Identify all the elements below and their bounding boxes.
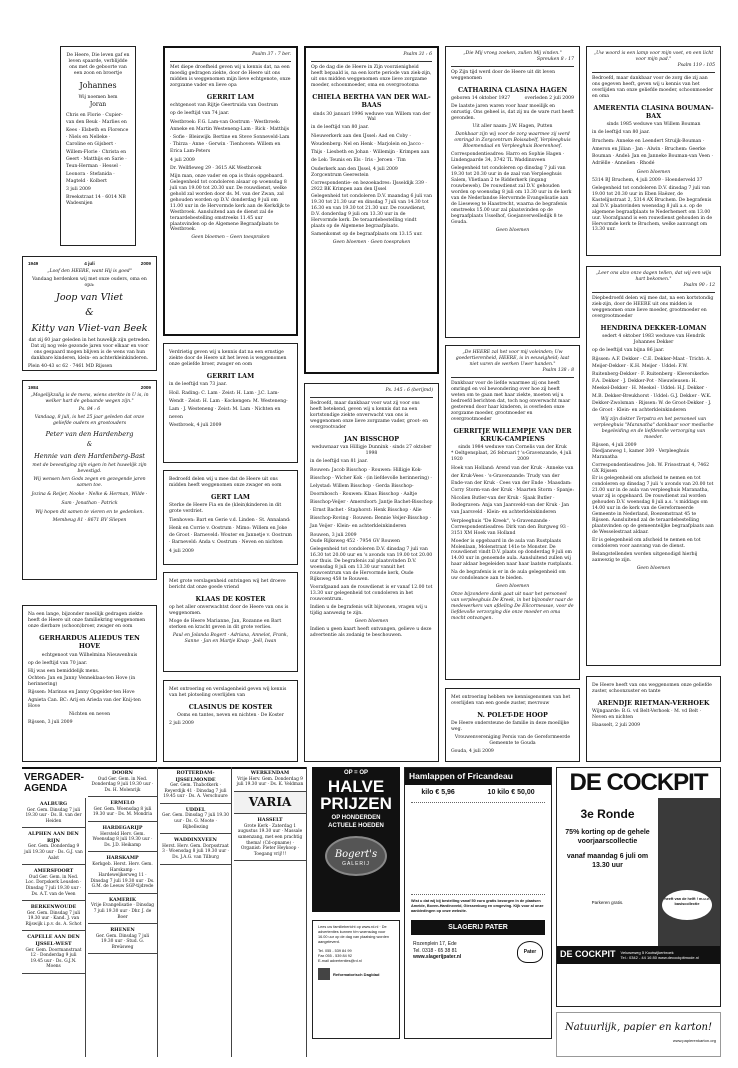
- lam-flowers: Geen bloemen – Geen toespraken: [191, 235, 270, 241]
- loman-corr: Correspondentieadres: Joh. W. Frisostraat 4, 7462 GX Rijssen: [592, 462, 710, 474]
- kruk-sub: sinds 1984 weduwe van Cornelis van der Kruk: [458, 445, 567, 451]
- bouman-closing: Gelegenheid tot condoleren D.V. dinsdag 7 juli van 19.00 tot 20.30 uur in Eben Haëzer, de Kastelijnstraat 2, 5314 AX Bruchem. De begrafenis zal D.V. plaatsvinden woensdag 8 juli a.s. op de algemene begraafplaats te Nederhemert om 13.00 uur. Voorafgaand is een rouwdienst gehouden in de Hervormde kerk te Bruchem, welke aanvangt om 13.30 uur.: [592, 185, 713, 233]
- pig-logo-icon: [517, 941, 543, 963]
- papier-slogan: Natuurlijk, papier en karton!: [565, 1022, 712, 1033]
- bouman-text: Bedroefd, maar dankbaar voor de zorg die zij aan ons gegeven heeft, geven wij u kennis van het overlijden van onze geliefde moeder, schoonmoeder en oma: [592, 75, 714, 99]
- agenda-item-head: RHENEN: [110, 927, 135, 934]
- bisschop-text: Bedroefd, maar dankbaar voor wat zij voor ons heeft betekend, geven wij u kennis dat na een kortstondige ziekte onverwacht van ons is weggenomen onze lieve zorgzame vader, groot- en overgrootvader: [310, 400, 429, 430]
- agenda-item-head: BERKENWOUDE: [30, 904, 77, 911]
- wal-fam: Nieuwerkerk aan den IJssel: Aad en Coby · Woudenberg: Nel en Henk · Marjolein en Jacco · Thijs · Liesbeth en Johan · Willemijn · Krimpen aan de Lek: Teunis en Els · Iris · Jeroen · Tim: [311, 134, 430, 163]
- bouman-ref2: Psalm 119 : 105: [677, 62, 715, 68]
- cockpit-badge-text: heeft van de helft ! m.u.v. basiscollectie: [664, 897, 710, 906]
- anniv-amp: &: [86, 441, 93, 449]
- wal-address: Zorgcentrum Geerestein: [311, 172, 369, 178]
- bisschop-text3: Indien u de begrafenis wilt bijwonen, vragen wij u tijdig aanwezig te zijn.: [310, 604, 428, 616]
- agenda-item-body: Ger. Gem. Dinsdag 7 juli 19.30 uur · Kand. J. van Rijswijk i.p.v. ds. A. Schot: [25, 910, 82, 927]
- wal-corr: Correspondentie- en bezoekadres: IJsseldijk 339 · 2922 BK Krimpen aan den IJssel: [311, 180, 427, 192]
- bouman-ref: „Uw woord is een lamp voor mijn voet, en een licht voor mijn pad.": [593, 51, 714, 62]
- agenda-item-body: Vrije Herv. Gem. Donderdag 9 juli 19.30 uur · Ds. K. Veldman: [236, 776, 304, 788]
- death-bouman-bax: [586, 46, 721, 256]
- ad-rd-notice: [312, 920, 400, 1039]
- polet-date: Gouda, 4 juli 2009: [451, 749, 494, 755]
- tenhove-fam4: Nichten en neven: [68, 712, 111, 718]
- cockpit-badge: [662, 890, 712, 920]
- kruk-closing: Moeder is opgebaard in de aula van Rustplaats Molenlaan, Molenstraat 141e te Monster. De rouwdienst vindt D.V. plaats op donderdag 9 juli om 14.00 uur in genoemde aula. Aansluitend zullen wij haar aldaar begeleiden naar haar laatste rustplaats.: [451, 538, 573, 568]
- agenda-col-1: [22, 798, 86, 1057]
- notice-tel: Tel. 055 - 539 84 99: [318, 948, 352, 953]
- koster-fam: Paul en Jolanda Bogert · Adriana, Annelot, Frank, Sanne · Jan en Martje Knap · Joël, Iwan: [172, 633, 289, 645]
- agenda-item: [160, 767, 231, 804]
- koster2-name: CLASINUS DE KOSTER: [188, 702, 273, 711]
- tenhove-fam2: Rijssen: Marinus en Janny Opgelder-ten Hove: [28, 690, 135, 696]
- rd-logo-icon: [318, 968, 330, 980]
- bisschop-name: JAN BISSCHOP: [343, 434, 400, 443]
- slager-address: Rozenplein 17, Ede: [413, 941, 457, 947]
- anniv-year-left: 1984: [28, 385, 39, 390]
- loman-text: Diepbedroefd delen wij mee dat, na een kortstondig ziek-zijn, door de HEERE uit ons midden is weggenomen onze lieve moeder, grootmoeder en overgrootmoeder: [592, 295, 714, 319]
- cockpit-web[interactable]: www.decockpitmode.nl: [658, 954, 699, 960]
- death-rietman-verhoek: [586, 676, 721, 762]
- hagen-corr: Correspondentieadres: Harro en Sophie Hagen · Lindengaarde 34, 3742 TL Waddinxveen: [451, 151, 565, 163]
- wedding-address: Plein 40-43 sc 62 · 7461 MD Rijssen: [28, 363, 113, 369]
- agenda-item-head: ERMELO: [110, 800, 135, 807]
- agenda-item: [88, 767, 157, 797]
- kruk-flowers: Geen bloemen: [495, 584, 530, 590]
- birth-name: Johannes: [79, 80, 117, 90]
- tenhove-age: op de leeftijd van 70 jaar.: [28, 660, 88, 666]
- agenda-item-body: Oud Ger. Gem. in Ned. Loc. Dorpskerk Leusden · Dinsdag 7 juli 19.30 uur · Ds. A.T. van de Veen: [25, 874, 82, 897]
- cockpit-tel: Tel.: 0342 - 44 16 80: [620, 954, 657, 960]
- koster2-fam: Ooms en tantes, neven en nichten · De Koster: [177, 713, 284, 719]
- rietman-fam: Wijngaarde: B.G. vd Belt-Verhoek · M. vd Belt · Neven en nichten: [592, 709, 702, 721]
- agenda-list-2: [88, 767, 157, 954]
- wedding-text: dat zij 60 jaar geleden in het huwelijk zijn getreden. Dat zij nog vele gezonde jaren voor elkaar en voor ons gespaard mogen blijven is de wens van hun dankbare kinderen, klein- en achterkleinkinderen.: [28, 337, 151, 361]
- wal-sub: sinds 30 januari 1996 weduwe van Willem van der Wal: [312, 111, 431, 123]
- bisschop-age: in de leeftijd van 81 jaar.: [310, 459, 368, 465]
- bisschop-address: Oude Rijksweg 452 · 7954 GV Rouwen: [310, 539, 400, 545]
- agenda-item: [234, 767, 306, 792]
- anniv-ref: Ps. 84 : 6: [78, 406, 101, 412]
- bouman-age: in de leeftijd van 80 jaar.: [592, 130, 650, 136]
- death-klaas-de-koster: [163, 572, 298, 672]
- lam-text: Met diepe droefheid geven wij u kennis dat, na een moedig gedragen ziekte, door de Heere uit ons midden is weggenomen mijn lieve echtgenote, onze zorgzame vader en lieve opa: [170, 64, 291, 88]
- rietman-name: ARENDJE RIETMAN-VERHOEK: [597, 698, 710, 707]
- birth-date: 3 juli 2009: [66, 187, 91, 193]
- polet-text2: De Heere ondersteune de familie in deze moeilijke weg.: [451, 721, 570, 733]
- loman-fam: Rijssen: A.F. Dekker · C.E. Dekker-Maat · Tricht: A. Meijer-Dekker · K.H. Meijer · Uddel: F.W. Ruitenberg-Dekker · F. Ruitenberg · Kleverskerke: F.A. Dekker · J. Dekker-Pot · Nieuwleusen: H. Meekel-Dekker · H. Meekel · Uddel: H.J. Dekker · M.B. Dekker-Breukhorst · Uddel: G.J. Dekker · W.K. Dekker-Zwolsman · Rijssen: W. de Groot-Dekker · J. de Groot · Klein- en achterkleinkinderen: [592, 357, 712, 414]
- wal-name: CHIELA BERTHA VAN DER WAL-BAAS: [312, 92, 431, 110]
- polet-text: Met ontroering hebben we kennisgenomen van het overlijden van een goede zuster, mevrouw: [451, 695, 571, 706]
- halve-l4: ACTUELE HOEDEN: [328, 822, 384, 829]
- agenda-list-3: [160, 767, 231, 865]
- lam3-fam: Tienhoven: Bart en Gerie v.d. Linden · St. Annaland: Henk en Corrie v. Oostrum · Mimo: Willem en Joke de Groot · Barneveld: Wouter en Jannetje v. Oostrum · Barneveld: Anda v. Oostrum · Neven en nichten: [169, 518, 292, 546]
- anniv-name2: Hennie van den Hardenberg-Bast: [34, 452, 145, 461]
- wedding-quote: „Loof den HEERE, want Hij is goed": [47, 268, 132, 274]
- loman-ref: „Leer ons alzo onze dagen tellen, dat wij een wijs hart bekomen.": [595, 271, 712, 282]
- cockpit-discount: 75% korting op de gehele voorjaarscollectie: [565, 828, 650, 845]
- wedding-year-right: 2009: [140, 261, 151, 266]
- tenhove-text: Na een lange, bijzonder moeilijk gedragen ziekte heeft de Heere uit onze familiekring weggenomen onze dierbare (schoon)broer, zwager en oom: [28, 612, 146, 629]
- agenda-item-body: Ger. Gem. Dinsdag 7 juli 19.30 uur · Stud. G. Breüsweg: [95, 933, 150, 950]
- polet-fam: Vrouwenvereniging Persis van de Gereformeerde Gemeente te Gouda: [454, 735, 571, 747]
- agenda-item-body: Ger. Gem. Dinsdag 7 juli 19.30 uur · Ds. G. Moote · Bijbellezing: [162, 813, 229, 830]
- slager-logo-text: Pater: [523, 948, 537, 955]
- wedding-anniversary: [22, 256, 157, 371]
- agenda-item-body: Grote Kerk · Zaterdag 1 augustus 19.30 uur · Massale samenzang, met een prachtig thema! (Cd-opname) · Organist: Pieter Heykoop · Toegang vrij!!!: [237, 823, 303, 857]
- agenda-item-head: DOORN: [112, 770, 133, 776]
- death-jan-bisschop: [304, 383, 439, 762]
- lam-address: Dr. Wellfleweg 29 · 3615 AK Westbroek: [170, 165, 262, 171]
- hagen-ref: „Die Mij vroeg zoeken, zullen Mij vinden.": [463, 51, 562, 56]
- wal-flowers: Geen bloemen · Geen toespraken: [332, 240, 411, 246]
- wedding-date: 4 juli: [84, 261, 95, 266]
- hagen-text2: De laatste jaren waren voor haar moeilijk en onrustig. Ons geheel is, dat zij nu de ware rust heeft gevonden.: [451, 104, 574, 122]
- agenda-item-body: Ger. Gem. Dinsdag 7 juli 19.30 uur · Ds. B. van der Heiden: [25, 807, 82, 824]
- agenda-item-body: Oud Ger. Gem. in Ned. Donderdag 9 juli 19.30 uur · Ds. H. Molenrijk: [91, 776, 154, 793]
- agenda-item-head: ALPHEN AAN DEN RIJN: [28, 831, 79, 844]
- agenda-item-body: Herst. Herv. Gem. Dorpsstraat 3 · Woensdag 8 juli 19.30 uur · Ds. J.A.G. van Tilburg: [162, 843, 229, 860]
- rietman-date: Haasselt, 2 juli 2009: [592, 723, 641, 729]
- loman-name: HENDRINA DEKKER-LOMAN: [600, 323, 707, 332]
- bisschop-fam: Rouwen: Jacob Bisschop · Rouwen: Hilligje Kok-Bisschop · Wicher Kok · (in liefdevolle herinnering) · Lelystad: Willem Bisschop · Gerda Bisschop-Doornbosch · Rouwen: Klaas Bisschop · Aaltje Bisschop-Veijer · Amersfoort: Jantje Bachet-Bisschop · Ernst Bachet · Staphorst: Henk Bisschop · Alie Bisschop-Roving · Rouwen: Bennie Veijer-Bisschop · Jan Veijer · Klein- en achterkleinkinderen: [310, 468, 433, 530]
- cockpit-parking: Parkeren gratis.: [591, 899, 624, 905]
- koster2-text: Met ontroering en verslagenheid geven wij kennis van het plotseling overlijden van: [169, 687, 287, 698]
- wal-date: Ouderkerk aan den IJssel, 4 juli 2009: [311, 166, 398, 172]
- agenda-item: [22, 901, 85, 931]
- bouman-fam: Bruchem: Anneke en Leendert Struijk-Bouman · Ameron en Jilian · Jan · Alwin · Bruchem: Geerke Bouman · Andel: Jan en Janneke Bouman-van Veen · Adriëlle · Annelien · Rhodé: [592, 139, 713, 167]
- lam3-text: Bedroefd delen wij u mee dat de Heere uit ons midden heeft weggenomen onze zwager en oom: [169, 477, 282, 488]
- wal-age: in de leeftijd van 80 jaar.: [311, 125, 369, 131]
- wedding-amp: &: [85, 307, 94, 319]
- agenda-item-head: VARIA: [248, 794, 292, 809]
- ad-papier-karton: [556, 1012, 721, 1057]
- price-list: [411, 802, 545, 895]
- wal-text2: Samenkomst op de begraafplaats om 13.15 uur.: [311, 232, 423, 238]
- loman-thanks: Wij zijn dokter Terpstra en het personeel van verpleeghuis "Maranatha" dankbaar voor medische begeleiding en de liefdevolle verzorging van moeder.: [593, 416, 714, 440]
- bouman-address: 5314 BJ Bruchem, 4 juli 2009 · Hoenderveld 37: [592, 177, 703, 183]
- cockpit-brand: DE COCKPIT: [560, 949, 616, 959]
- anniv-quote: „Mogelijkzalig is de mens, wiens sterkte in U is, in welker hart de gebaande wegen zijn.": [30, 392, 149, 404]
- lam-name: GERRIT LAM: [206, 92, 255, 101]
- notice-brand: Reformatorisch Dagblad: [333, 971, 380, 977]
- lam-age: op de leeftijd van 74 jaar.: [170, 111, 230, 117]
- agenda-col-2: [88, 767, 158, 1057]
- death-van-der-wal-baas: [304, 46, 439, 374]
- koster-sub: op het aller onverwachtst door de Heere van ons is weggenomen.: [169, 605, 289, 617]
- polet-name: N. POLET-DE HOOP: [477, 710, 548, 719]
- bouman-flowers: Geen bloemen: [636, 169, 671, 175]
- tenhove-line: Hij was een bemiddelijk mens.: [28, 668, 100, 674]
- agenda-item-head: CAPELLE AAN DEN IJSSEL-WEST: [27, 934, 80, 947]
- agenda-item: [22, 865, 85, 901]
- halve-l3: OP HONDERDEN: [331, 814, 381, 821]
- wedding-name2: Kitty van Vliet-van Beek: [31, 322, 148, 334]
- lam2-age: in de leeftijd van 73 jaar.: [169, 382, 227, 388]
- agenda-col-3: [160, 767, 232, 1057]
- hagen-flowers: Geen bloemen: [495, 227, 530, 233]
- loman-closing: Er is gelegenheid om afscheid te nemen en tot condoleren op dinsdag 7 juli 's avonds van 20.00 tot 21.00 uur in de aula van verpleeghuis Maranatha, waar zij is opgebaard. De rouwdienst zal worden gehouden D.V. woensdag 8 juli a.s. 's middags om 14.00 uur in de kerk van de Gereformeerde Gemeente in Nederland, Boezemstraat 45 te Rijssen. Aansluitend zal de teraardebestelling plaatsvinden op de gemeentelijke begraafplaats aan de Wesselestraat aldaar.: [592, 476, 714, 536]
- kruk-fam: Hoek van Holland: Arend van der Kruk · Anneke van der Kruk-Vees · 's-Gravenzande: Trudy van der Ende-van der Kruk · Cees van der Ende · Maasdam: Corry Storm-van der Kruk · Maarten Storm · Spanje: Nicolien Butler-van der Kruk · Sjaak Butler · Bodegraven: Anja van Jaarsveld-van der Kruk · Jan van Jaarsveld · Klein- en achterkleinkinderen: [451, 466, 574, 516]
- kruk-name: GERRITJE WILLEMPJE VAN DER KRUK-CAMPIENS: [453, 426, 572, 443]
- cockpit-title: DE COCKPIT: [569, 769, 708, 796]
- model-photo: [658, 798, 720, 946]
- agenda-item-head: AMERSFOORT: [33, 868, 74, 875]
- papier-footer[interactable]: www.papierenkarton.org: [672, 1038, 716, 1043]
- agenda-item-body: Ger. Gem. Thabotkerk · Reyerdijk 41 · Dinsdag 7 juli 19.45 uur · Ds. A. Verschuure: [163, 783, 228, 800]
- condolence-polet: [445, 688, 580, 762]
- hagen-thanks: Dankbaar zijn wij voor de zorg waarmee zij werd omringd in Zorgcentrum Boissabelf, Verpleeghuis Bloemendaal en Verpleeghuis Boerenhoef.: [454, 132, 571, 149]
- agenda-item-body: Ger. Gem. Woensdag 8 juli 19.30 uur · Ds. M. Mondria: [92, 806, 153, 818]
- kruk-address: Verpleeghuis "De Kreek", 's-Gravenzande · Correspondentieadres: Dirk van den Burgweg 93 · 3151 XM Hoek van Holland: [451, 518, 569, 536]
- wal-closing: Gelegenheid tot condoleren D.V. maandag 6 juli van 19.30 tot 21.30 uur en dinsdag 7 juli van 14.30 tot 16.30 en van 19.30 tot 21.30 uur. De rouwdienst, D.V. donderdag 9 juli om 13.30 uur in de Hervormde kerk. De teraardebestelling vindt plaats op de Algemene begraafplaats.: [311, 194, 432, 230]
- ad-de-cockpit: [556, 767, 721, 1007]
- hagen-died: overleden 2 juli 2009: [524, 96, 574, 102]
- birth-intro: De Heere, Die leven gaf en leven spaarde, verblijdde ons met de geboorte van een zoon en broertje: [66, 53, 130, 76]
- tenhove-date: Rijssen, 3 juli 2009: [28, 720, 73, 726]
- notice-mail[interactable]: E-mail advertenties@rd.nl: [318, 958, 362, 963]
- agenda-item-head: KAMERIK: [108, 896, 137, 903]
- cockpit-ronde: 3e Ronde: [580, 807, 635, 821]
- death-gerrit-lam: [163, 46, 298, 336]
- cockpit-address: Veluweweg 5 Kootwijkerbroek: [620, 949, 674, 955]
- agenda-col-4: [234, 767, 307, 1057]
- kruk-text2: Na de begrafenis is er in de aula gelegenheid om uw condoleance aan te bieden.: [451, 570, 566, 582]
- agenda-item-head: HARSKAMP: [106, 855, 139, 862]
- lam-ref: Psalm 37 : 7 ber.: [252, 52, 291, 57]
- hagen-closing: Gelegenheid tot condoleren op dinsdag 7 juli van 19.30 tot 20.30 uur in de zaal van Verpleeghuis Salem, Vlietlaan 2 te Ridderkerk (ingang rouwbeweb). De rouwdienst zal D.V. gehouden worden op woensdag 8 juli om 13.30 uur in de kerk van de Nederlandse Hervormde Evangelisatie aan de Lieseweg te Haastrecht, waarna de begrafenis omstreeks 15.00 uur zal plaatsvinden op de begraafplaats Usselhof, Goejanverwelledijk 8 te Gouda.: [451, 165, 572, 225]
- koster-text: Met grote verslagenheid ontvingen wij het droeve bericht dat onze goede vriend: [169, 579, 286, 590]
- loman-flowers: Geen bloemen: [636, 566, 671, 572]
- agenda-item-body: Ger. Gem. Doormanstraat 12 · Donderdag 9 juli 19.45 uur · Ds. G.J.N. Moens: [25, 947, 82, 970]
- agenda-item: [22, 931, 85, 973]
- wal-ref: Psalm 31 : 6: [403, 52, 432, 57]
- agenda-item: [22, 798, 85, 828]
- wedding-year-left: 1949: [28, 261, 39, 266]
- agenda-item-body: Kerkgeb. Herst. Herv. Gem. Harskamp · Hardeweijkerweg 11 · Dinsdag 7 juli 19.30 uur · Ds. G.M. de Leeuw SGP-tijdrede: [90, 861, 155, 890]
- silver-anniversary: [22, 380, 157, 580]
- anniv-kids: Jozina & Reijer, Nooke · Nelke & Herman, Wilde · Sam · Jonathan · Patrick: [31, 492, 148, 506]
- hagen-fam: Uit aller naam: J.W. Hagen, Putten: [472, 124, 553, 130]
- agenda-item-head: WERKENDAM: [250, 770, 290, 776]
- loman-text3: Belangstellenden worden uitgenodigd hierbij aanwezig te zijn.: [592, 552, 698, 564]
- agenda-item: [234, 792, 306, 815]
- slager-web[interactable]: www.slagerijpater.nl: [413, 954, 462, 960]
- halve-brand: Bogert's: [334, 849, 378, 861]
- agenda-item: [160, 804, 231, 834]
- agenda-item-head: WADDINXVEEN: [174, 837, 217, 844]
- death-hagen: [445, 46, 580, 338]
- slager-price1: kilo € 5,96: [421, 789, 455, 797]
- kruk-born: * Oeltgensplaat, 26 februari 1920: [451, 451, 517, 463]
- lam3-name: GERT LAM: [210, 492, 251, 501]
- agenda-list-1: [22, 798, 85, 974]
- agenda-item: [160, 834, 231, 864]
- bisschop-text2: Voorafgaand aan de rouwdienst is er vanaf 12.00 tot 13.30 uur gelegenheid tot condoleren in het rouwcentrum.: [310, 585, 433, 602]
- koster2-date: 2 juli 2009: [169, 721, 194, 727]
- bouman-name: AMERENTIA CLASINA BOUMAN-BAX: [593, 103, 714, 121]
- koster-text2: Moge de Heere Marianne, Jan, Rozanne en Bart sterken en kracht geven in dit grote verlies.: [169, 619, 282, 631]
- wedding-name1: Joop van Vliet: [56, 291, 123, 303]
- bisschop-closing: Gelegenheid tot condoleren D.V. dinsdag 7 juli van 16.30 tot 20.00 uur en 's avonds van 19.00 tot 20.00 uur thuis. De begrafenis zal plaatsvinden D.V. woensdag 8 juli om 13.30 uur vanuit het rouwcentrum van de Hervormde kerk, Oude Rijksweg 458 te Rouwen.: [310, 547, 433, 583]
- notice-fax: Fax 055 - 539 84 92: [318, 953, 352, 958]
- tenhove-sub: echtgenoot van Wilhelmina Nieuwenhuis: [41, 652, 138, 658]
- death-ten-hove: [22, 605, 157, 762]
- cockpit-date: vanaf maandag 6 juli om 13.30 uur: [566, 852, 649, 869]
- koster-name: KLAAS DE KOSTER: [195, 594, 266, 603]
- price-table: [405, 800, 551, 897]
- slager-price2: 10 kilo € 50,00: [487, 789, 535, 797]
- loman-age: op de leeftijd van bijna 86 jaar.: [592, 348, 665, 354]
- loman-date: Rijssen, 4 juli 2009: [592, 442, 637, 448]
- ad-halve-prijzen: [312, 767, 400, 912]
- rietman-text: De Heere heeft van ons weggenomen onze geliefde zuster, schoonzuster en tante: [592, 683, 712, 694]
- kruk-ref: „De HEERE zal het voor mij voleinden; Uw goedertierenheid, HEERE, is in eeuwigheid; laat niet varen de werken Uwer handen.": [455, 350, 570, 367]
- hagen-ref2: Spreuken 8 : 17: [536, 56, 574, 62]
- kruk-thanks: Onze bijzondere dank gaat uit naar het personeel van verpleeghuis De Kreek, in het bijzonder naar de medewerkers van afdeling De Eilcormessae, voor de liefdevolle verzorging die onze moeder en oma mocht ontvangen.: [451, 592, 574, 622]
- anniv-name1: Peter van den Hardenberg: [45, 429, 134, 438]
- wal-text: Op de dag die de Heere in Zijn voorzienigheid heeft bepaald is, na een korte periode van ziek-zijn, uit ons midden weggenomen onze lieve zorgzame moeder, schoonmoeder, oma en overgrootoma: [311, 64, 432, 88]
- wedding-intro: Vandaag herdenken wij met onze ouders, oma en opa:: [32, 276, 147, 288]
- lam-date: 4 juli 2009: [170, 157, 195, 163]
- anniv-text2: met de bevestiging zijn eigen in het huwelijk zijn bevestigd.: [32, 463, 147, 475]
- anniv-address: Membeug 81 · 8671 BV Sliepen: [52, 517, 127, 523]
- lam2-text: Verdrietig geven wij u kennis dat na een ernstige ziekte door de Heere uit het leven is weggenomen onze geliefde broer, zwager en oom: [169, 350, 287, 367]
- bisschop-sub: weduwnaar van Hilligje Dunnink · sinds 27 oktober 1998: [311, 445, 432, 457]
- agenda-item-body: Hersteld Herv. Gem. Woensdag 8 juli 19.30 uur · Ds. J.D. Heikamp: [92, 831, 153, 848]
- agenda-item: [234, 814, 306, 861]
- anniv-wish: Wij wensen hen Gods zegen en gezegende jaren samen toe.: [33, 477, 146, 489]
- death-gert-lam: [163, 470, 298, 565]
- halve-sub: GALERIJ: [342, 861, 370, 868]
- agenda-item-head: HASSELT: [257, 817, 283, 824]
- birth-siblings: Chris en Florie · Cupier-van den Beuk · Marlies en Kees · Elsbeth en Florence · Niels en Nelleke · Caroline en Gijsbert · Willem-Florie · Christa en Geert · Matthijs en Sarie · Teun-Herman · Hessel · Leonora · Stefanida · Magteld · Kolbert: [66, 113, 129, 185]
- death-dekker-loman: [586, 266, 721, 666]
- death-van-der-kruk-campiens: [445, 345, 580, 680]
- bisschop-ref: Ps. 145 : 6 (berijmd): [385, 388, 433, 393]
- bisschop-flowers: Geen bloemen: [354, 618, 389, 624]
- loman-address: Diedjansweg 1, kamer 309 · Verpleeghuis Maranatha: [592, 448, 689, 460]
- lam2-name: GERRIT LAM: [206, 371, 255, 380]
- kruk-text: Dankbaar voor de liefde waarmee zij ons heeft omringd en vol bewondering over hoe zij heeft weten om te gaan met haar ziekte, moeten wij u bedroefd berichten dat, toch nog onverwacht maar gesterend door haar kinderen, is overleden onze zorgzame moeder, grootmoeder en overgrootmoeder: [451, 380, 571, 422]
- halve-top: OP = OP: [343, 770, 369, 776]
- ad-slagerij-pater: [404, 767, 552, 1039]
- lam-fam: Westbroek: F.G. Lam-van Oostrum · Westbroek: Anneke en Martin Westeneng-Lam · Rick · Matthijs · Sofie · Bleiswijk: Bertine en Steve Sonneveld-Lam · Thirza · Anne · Gerwin · Tienhoven: Willem en Erica Lam-Peters: [170, 120, 290, 155]
- anniv-close: Wij hopen dit samen te vieren en te gedenken.: [35, 509, 144, 515]
- slager-note: Wist u dat wij bij bestelling vanaf 50 euro gratis bezorgen in de plaatsen Ameide, Boven-Hardinxveld, Giessenburg en omgeving. Kijk voor al onze aanbiedingen op onze website.: [411, 899, 544, 913]
- loman-text2: Er is gelegenheid om afscheid te nemen en tot condoleren voor aanvang van de dienst.: [592, 538, 701, 550]
- tenhove-fam3: Agnieta Can. BC: Arij en Arieda van der Knij-ten Hove: [28, 698, 141, 710]
- lam2-date: Westbroek, 4 juli 2009: [169, 423, 222, 429]
- agenda-item-head: AALBURG: [39, 801, 68, 807]
- halve-l1: HALVE: [327, 776, 385, 796]
- slager-tel: Tel. 0318 - 65 38 81: [413, 947, 458, 954]
- agenda-item: [88, 797, 157, 822]
- hagen-text: Op Zijn tijd werd door de Heere uit dit leven weggenomen: [451, 69, 556, 81]
- lam3-sub: Sterke de Heere Fia en de (klein)kinderen in dit grote verdriet.: [169, 503, 282, 515]
- kruk-ref2: Psalm 138 : 8: [542, 367, 574, 373]
- birth-address: Breekstraat 14 · 6014 NB Wadesnijen: [66, 195, 126, 207]
- loman-sub: sedert 4 oktober 1983 weduwe van Hendrik Johannes Dekker: [602, 334, 705, 346]
- hagen-born: geboren 14 oktober 1927: [451, 96, 511, 102]
- loman-ref2: Psalm 90 : 12: [683, 282, 715, 288]
- lam-closing: Mijn man, onze vader en opa is thuis opgebaard. Gelegenheid tot condoleren alsaar op woensdag 8 juli van 19.00 tot 20.30 uur. De rouwdienst, welke gehold zal worden door ds. M. van der Zwan, zal gehouden worden op D.V. donderdag 9 juli om 11.00 uur in de Hervormde kerk aan de Kerkdijk te Westbroek. Aansluitend aan de dienst zal de teraardebestelling omstreeks 11.45 uur plaatsvinden op de Algemene Begraafplaats te Westbroek.: [170, 173, 290, 233]
- notice-text: Lees uw familiebericht op www.rd.nl · De advertenties kunnen t/m woensdag voor 16.00 uur op de dag van plaatsing worden aangeleverd.: [318, 925, 389, 944]
- lam2-fam: Hoil. Rading: C. Lam · Zeist: H. Lam · J.C. Lam-Wendt · Zeist: H. Lam · Kockengen: M. Westeneng-Lam · J. Westeneng · Zeist: M. Lam · Nichten en neven: [169, 391, 288, 420]
- agenda-item: [88, 822, 157, 852]
- birth-callname: Joran: [89, 101, 107, 109]
- tenhove-fam1: Ochten: Jan en Janny Venneklaas-ten Hove (in herinnering): [28, 676, 136, 688]
- agenda-item-head: ROTTERDAM-IJSSELMONDE: [175, 770, 216, 783]
- halve-l2: PRIJZEN: [320, 793, 392, 813]
- agenda-list-4: [234, 767, 306, 861]
- agenda-item-body: Ger. Gem. Donderdag 9 juli 19.30 uur · Ds. G.J. van Aalst: [24, 844, 83, 861]
- death-gerrit-lam-2: [163, 343, 298, 463]
- bisschop-text4: Indien u geen kaart heeft ontvangen, gelieve u deze advertentie als zodanig te beschouwen.: [310, 626, 432, 638]
- agenda-item: [88, 894, 157, 924]
- bisschop-date: Rouwen, 3 juli 2009: [310, 533, 357, 539]
- lam-sub: echtgenoot van Rijtje Geertruida van Oostrum: [170, 103, 279, 109]
- anniv-year-right: 2009: [140, 385, 151, 390]
- birth-announcement: [60, 46, 136, 246]
- agenda-item-head: HARDEGARIJP: [102, 825, 143, 832]
- bouman-sub: sinds 1985 weduwe van Willem Bouman: [606, 122, 701, 128]
- slager-shop: SLAGERIJ PATER: [411, 920, 545, 935]
- hagen-name: CATHARINA CLASINA HAGEN: [457, 85, 568, 94]
- slager-title: Hamlappen of Fricandeau: [405, 768, 551, 785]
- kruk-died: † 's-Gravenzande, 4 juli 2009: [517, 451, 572, 463]
- lam3-date: 4 juli 2009: [169, 548, 194, 554]
- agenda-item: [22, 828, 85, 865]
- tenhove-name: GERHARDUS ALIEDUS TEN HOVE: [39, 633, 140, 651]
- agenda-item-body: Vrije Evangelisatie · Dinsdag 7 juli 19.30 uur · Dhr. J. de Boer: [90, 903, 155, 920]
- birth-subtitle: Wij noemen hem: [78, 95, 118, 101]
- death-clasinus-de-koster: [163, 680, 298, 762]
- agenda-item: [88, 924, 157, 954]
- anniv-text: Vandaag, 8 juli, is het 25 jaar geleden dat onze geliefde ouders en grootouders: [34, 414, 145, 426]
- agenda-item-head: UDDEL: [185, 806, 206, 813]
- agenda-item: [88, 852, 157, 893]
- agenda-title: VERGADER-AGENDA: [24, 772, 85, 794]
